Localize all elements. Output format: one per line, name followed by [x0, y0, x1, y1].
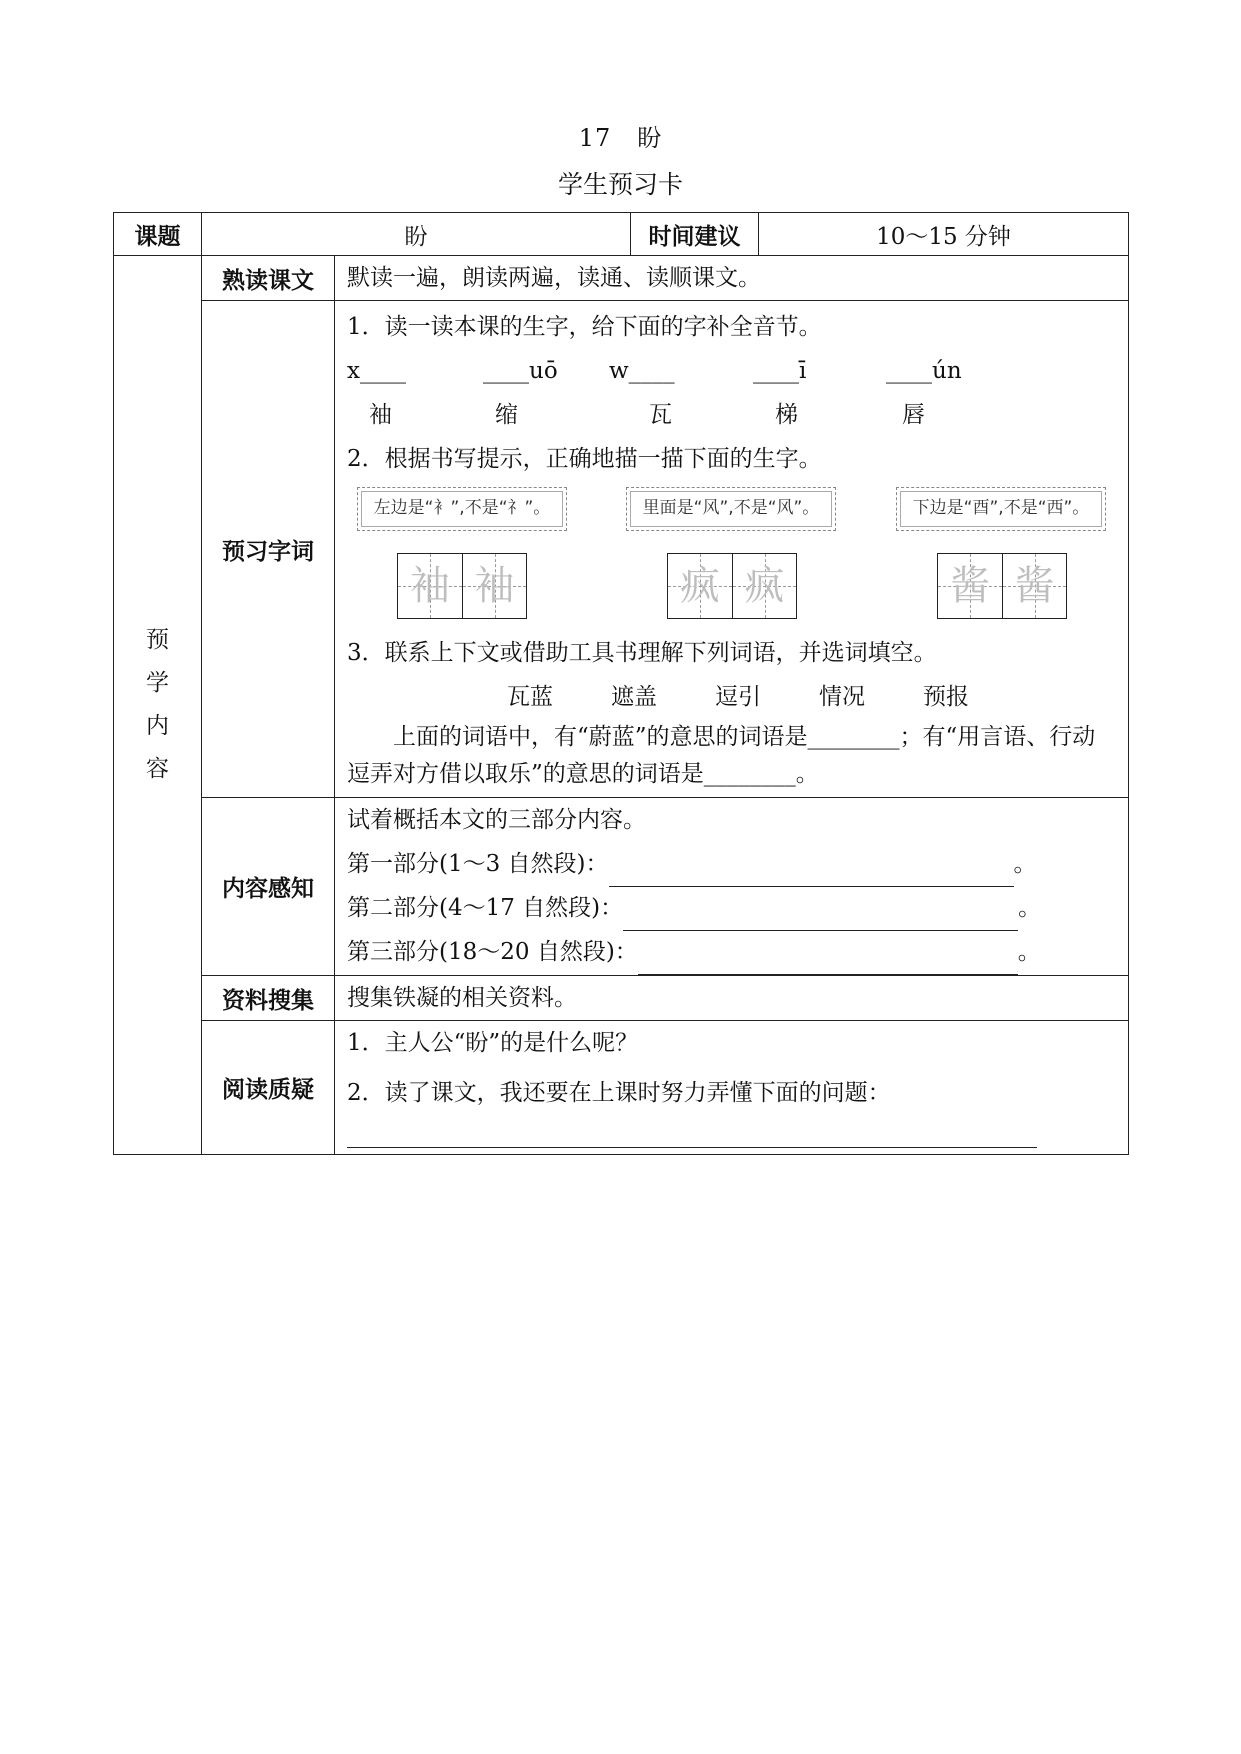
answer-blank[interactable] [609, 842, 1014, 887]
read-text: 默读一遍，朗读两遍，读通、读顺课文。 [335, 256, 1129, 301]
word: 逗引 [715, 684, 761, 710]
word: 预报 [923, 684, 969, 710]
collect-label: 资料搜集 [202, 976, 335, 1021]
part-line[interactable]: 第二部分(4～17 自然段)： 。 [347, 886, 1128, 930]
vocab-q1: 1．读一读本课的生字，给下面的字补全音节。 [347, 314, 822, 340]
content-section [335, 798, 1129, 976]
lesson-number: 17 [578, 124, 612, 152]
answer-blank[interactable] [638, 930, 1018, 975]
char: 缩 [495, 402, 518, 428]
char: 梯 [775, 402, 798, 428]
tracing-grid[interactable] [937, 553, 1067, 619]
vocab-content [335, 301, 1129, 798]
question-1: 1．主人公“盼”的是什么呢？ [347, 1030, 639, 1056]
trace-char: 酱 [950, 563, 990, 609]
char: 唇 [902, 402, 925, 428]
collect-row [114, 976, 1129, 1021]
tracing-grid[interactable] [667, 553, 797, 619]
side-label: 预 学 内 容 [114, 256, 202, 1155]
vocab-label: 预习字词 [202, 301, 335, 798]
trace-char: 酱 [1014, 563, 1055, 609]
topic-label: 课题 [114, 213, 202, 256]
writing-tips [347, 481, 1128, 631]
word: 瓦蓝 [507, 684, 553, 710]
tracing-grid[interactable] [397, 553, 527, 619]
pinyin-blank[interactable]: ____uō [483, 358, 558, 384]
vocab-row [114, 301, 1129, 798]
pinyin-blank[interactable]: w____ [609, 358, 675, 384]
answer-blank[interactable] [623, 886, 1018, 931]
vocab-q3: 3．联系上下文或借助工具书理解下列词语，并选词填空。 [347, 640, 937, 666]
content-row [114, 798, 1129, 976]
trace-char: 袖 [410, 563, 450, 609]
card-subtitle: 学生预习卡 [557, 170, 683, 199]
answer-line[interactable] [347, 1121, 1037, 1148]
writing-tip-box: 下边是“酉”,不是“西”。 [896, 487, 1106, 531]
fill-in-paragraph[interactable]: 上面的词语中，有“蔚蓝”的意思的词语是________；有“用言语、行动逗弄对方借以取乐”的意思的词语是________。 [347, 724, 1096, 787]
char-row [347, 393, 1128, 437]
collect-text: 搜集铁凝的相关资料。 [335, 976, 1129, 1021]
trace-char: 疯 [744, 563, 785, 609]
word: 遮盖 [611, 684, 657, 710]
question-2: 2．读了课文，我还要在上课时努力弄懂下面的问题： [347, 1080, 891, 1106]
question-label: 阅读质疑 [202, 1021, 335, 1155]
writing-tip-box: 里面是“风”,不是“风”。 [626, 487, 836, 531]
pinyin-blank[interactable]: x____ [347, 358, 406, 384]
lesson-name: 盼 [637, 124, 663, 152]
trace-char: 疯 [680, 563, 720, 609]
content-label: 内容感知 [202, 798, 335, 976]
read-row [114, 256, 1129, 301]
read-label: 熟读课文 [202, 256, 335, 301]
trace-char: 袖 [474, 563, 515, 609]
preview-card-table [113, 212, 1129, 1155]
lesson-title [0, 118, 1241, 153]
time-label: 时间建议 [631, 213, 759, 256]
char: 瓦 [649, 402, 672, 428]
word: 情况 [819, 684, 865, 710]
pinyin-blank[interactable]: ____ī [753, 358, 807, 384]
question-row [114, 1021, 1129, 1155]
writing-tip-box: 左边是“衤”,不是“礻”。 [357, 487, 567, 531]
word-bank [347, 675, 1128, 719]
content-intro: 试着概括本文的三部分内容。 [347, 807, 646, 833]
char: 袖 [369, 402, 392, 428]
question-section [335, 1021, 1129, 1155]
topic-value: 盼 [202, 213, 631, 256]
vocab-q2: 2．根据书写提示，正确地描一描下面的生字。 [347, 446, 822, 472]
part-line[interactable]: 第三部分(18～20 自然段)： 。 [347, 930, 1128, 974]
header-row [114, 213, 1129, 256]
part-line[interactable]: 第一部分(1～3 自然段)： 。 [347, 842, 1128, 886]
time-value: 10～15 分钟 [759, 213, 1129, 256]
pinyin-blank[interactable]: ____ún [886, 358, 962, 384]
pinyin-row [347, 349, 1128, 393]
